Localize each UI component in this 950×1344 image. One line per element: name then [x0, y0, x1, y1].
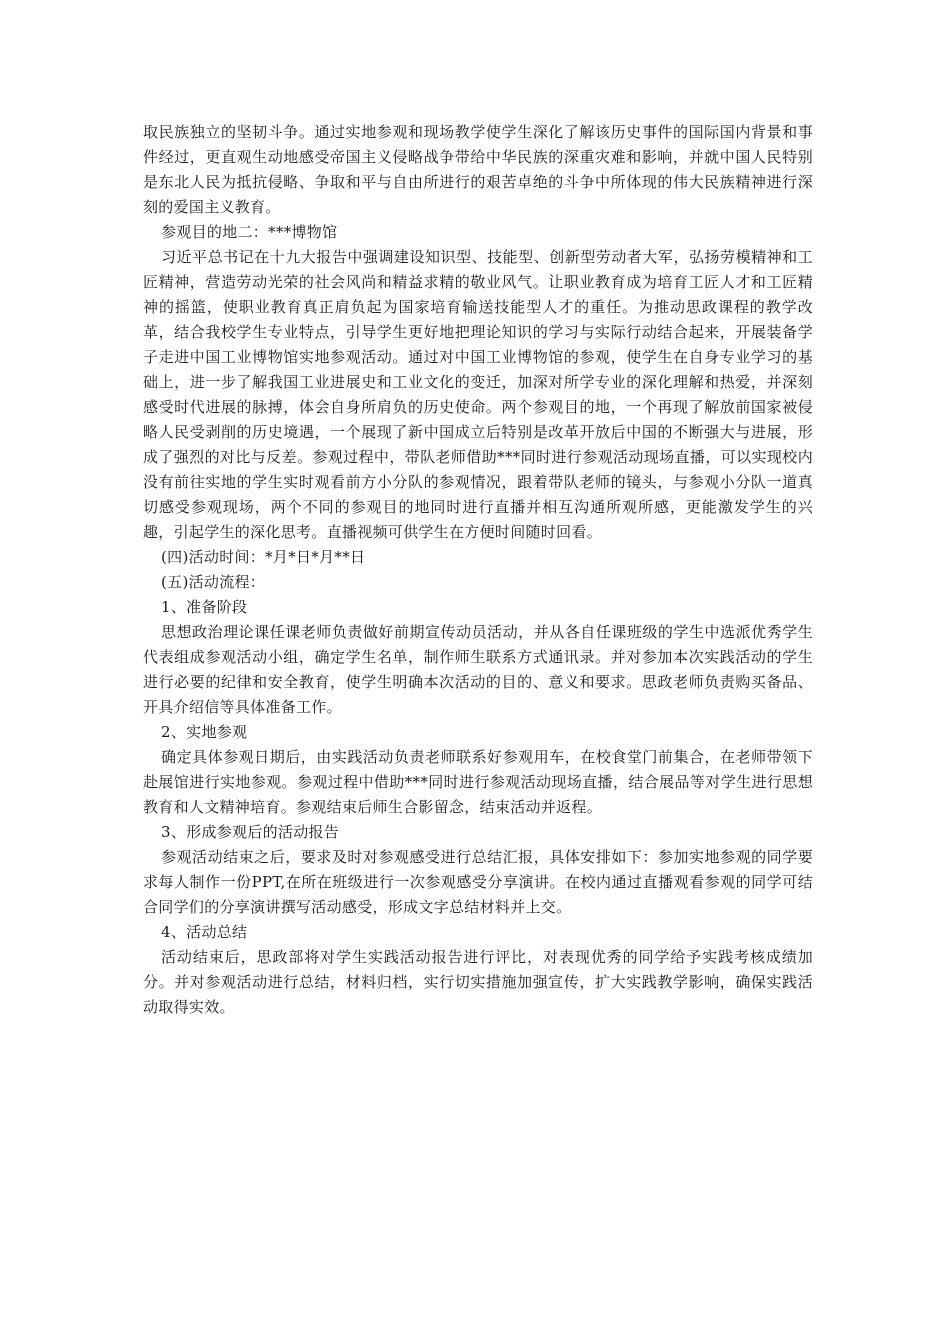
activity-process-heading: (五)活动流程：: [161, 573, 266, 591]
document-body: [143, 120, 813, 1020]
destination-two-paragraph: 习近平总书记在十九大报告中强调建设知识型、技能型、创新型劳动者大军，弘扬劳模精神和工匠精神，营造劳动光荣的社会风尚和精益求精的敬业风气。让职业教育成为培育工匠人才和工匠精神的摇篮，使职业教育真正肩负起为国家培育输送技能型人才的重任。为推动思政课程的教学改革，结合我校学生专业特点，引导学生更好地把理论知识的学习与实际行动结合起来，开展装备学子走进中国工业博物馆实地参观活动。通过对中国工业博物馆的参观，使学生在自身专业学习的基础上，进一步了解我国工业进展史和工业文化的变迁，加深对所学专业的深化理解和热爱，并深刻感受时代进展的脉搏，体会自身所肩负的历史使命。两个参观目的地，一个再现了解放前国家被侵略人民受剥削的历史境遇，一个展现了新中国成立后特别是改革开放后中国的不断强大与进展，形成了强烈的对比与反差。参观过程中，带队老师借助***同时进行参观活动现场直播，可以实现校内没有前往实地的学生实时观看前方小分队的参观情况，跟着带队老师的镜头，与参观小分队一道真切感受参观现场，两个不同的参观目的地同时进行直播并相互沟通所观所感，更能激发学生的兴趣，引起学生的深化思考。直播视频可供学生在方便时间随时回看。: [143, 248, 813, 541]
step-1-heading: 1、准备阶段: [161, 598, 248, 616]
step-1-paragraph: 思想政治理论课任课老师负责做好前期宣传动员活动，并从各自任课班级的学生中选派优秀学生代表组成参观活动小组，确定学生名单，制作师生联系方式通讯录。并对参加本次实践活动的学生进行必要的纪律和安全教育，使学生明确本次活动的目的、意义和要求。思政老师负责购买备品、开具介绍信等具体准备工作。: [143, 623, 813, 716]
step-2-heading: 2、实地参观: [161, 723, 248, 741]
destination-two-heading: 参观目的地二：***博物馆: [161, 223, 338, 241]
step-3-heading: 3、形成参观后的活动报告: [161, 823, 340, 841]
activity-time-heading: (四)活动时间：*月*日*月**日: [161, 548, 366, 566]
step-4-paragraph: 活动结束后，思政部将对学生实践活动报告进行评比，对表现优秀的同学给予实践考核成绩加分。并对参观活动进行总结，材料归档，实行切实措施加强宣传，扩大实践教学影响，确保实践活动取得实效。: [143, 948, 813, 1016]
step-2-paragraph: 确定具体参观日期后，由实践活动负责老师联系好参观用车，在校食堂门前集合，在老师带领下赴展馆进行实地参观。参观过程中借助***同时进行参观活动现场直播，结合展品等对学生进行思想教育和人文精神培育。参观结束后师生合影留念，结束活动并返程。: [143, 748, 813, 816]
paragraph-continuation: 取民族独立的坚韧斗争。通过实地参观和现场教学使学生深化了解该历史事件的国际国内背景和事件经过，更直观生动地感受帝国主义侵略战争带给中华民族的深重灾难和影响，并就中国人民特别是东北人民为抵抗侵略、争取和平与自由所进行的艰苦卓绝的斗争中所体现的伟大民族精神进行深刻的爱国主义教育。: [143, 123, 813, 216]
step-4-heading: 4、活动总结: [161, 923, 248, 941]
step-3-paragraph: 参观活动结束之后，要求及时对参观感受进行总结汇报，具体安排如下：参加实地参观的同学要求每人制作一份PPT,在所在班级进行一次参观感受分享演讲。在校内通过直播观看参观的同学可结合同学们的分享演讲撰写活动感受，形成文字总结材料并上交。: [143, 848, 813, 916]
